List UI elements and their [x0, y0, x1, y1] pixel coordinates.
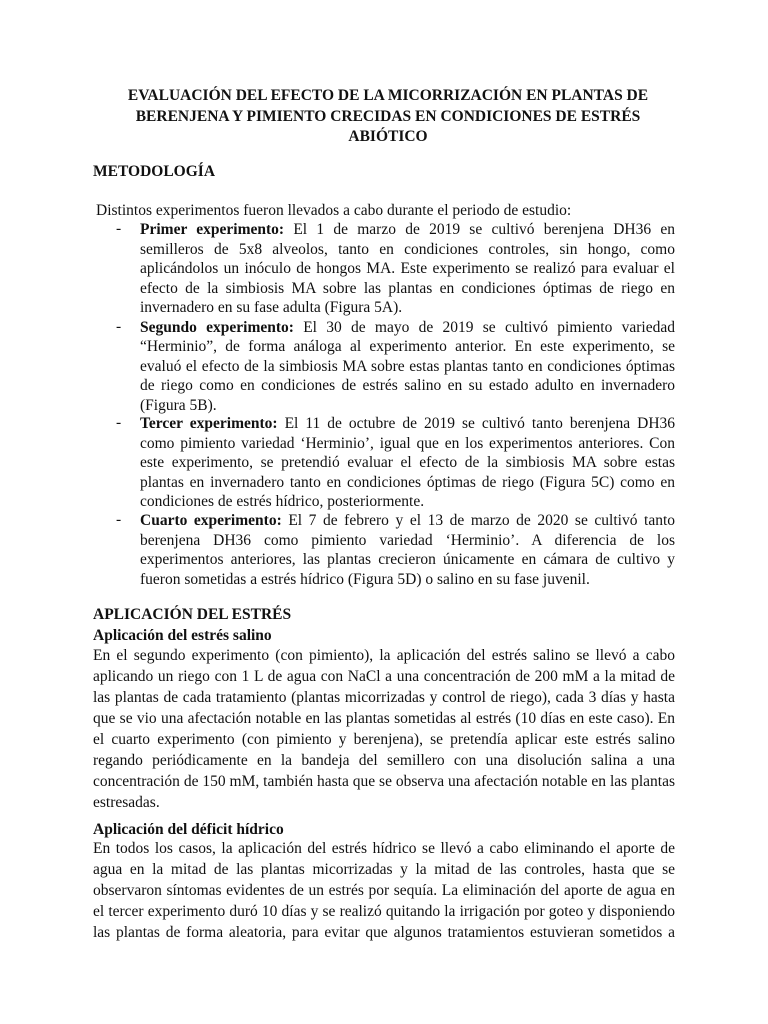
list-line: este experimento, se pretendió evaluar el efecto de la simbiosis MA sobre estas: [140, 454, 675, 471]
experiment-label: Primer experimento:: [140, 221, 285, 238]
paragraph-line: observaron síntomas evidentes de un estrés por sequía. La eliminación del aporte de agua en: [93, 882, 675, 899]
paragraph-line: el tercer experimento duró 10 días y se realizó quitando la irrigación por goteo y disponiendo: [93, 903, 675, 920]
list-line: condiciones de estrés hídrico, posteriormente.: [140, 493, 425, 510]
list-line: (Figura 5B).: [140, 396, 217, 414]
list-line: “Herminio”, de forma análoga al experimento anterior. En este experimento, se: [140, 338, 675, 355]
paragraph-line: las plantas de forma aleatoria, para evitar que algunos tratamientos estuvieran sometidos a: [93, 924, 675, 941]
paragraph-line: En el segundo experimento (con pimiento), la aplicación del estrés salino se llevó a cabo: [93, 647, 675, 664]
list-line: [140, 220, 675, 240]
experiment-label: Tercer experimento:: [140, 415, 278, 432]
list-line: [140, 511, 675, 531]
paragraph-line: regando periódicamente en la bandeja del semillero con una disolución salina a una: [93, 752, 675, 769]
paragraph-line: aplicando un riego con 1 L de agua con NaCl a una concentración de 200 mM a la mitad de: [93, 668, 675, 685]
experiment-text: El 7 de febrero y el 13 de marzo de 2020 se cultivó tanto: [288, 512, 676, 529]
list-line: aplicándolos un inóculo de hongos MA. Este experimento se realizó para evaluar el: [140, 260, 675, 277]
intro-sentence: Distintos experimentos fueron llevados a cabo durante el periodo de estudio:: [96, 202, 572, 219]
paragraph-line: En todos los casos, la aplicación del estrés hídrico se llevó a cabo eliminando el aporte de: [93, 840, 675, 857]
list-line: semilleros de 5x8 alveolos, tanto en condiciones controles, sin hongo, como: [140, 240, 675, 258]
list-line: [140, 414, 675, 434]
experiment-label: Cuarto experimento:: [140, 512, 282, 529]
metodologia-heading: METODOLOGÍA: [93, 163, 216, 180]
hidrico-heading: Aplicación del déficit hídrico: [93, 821, 284, 838]
title-line: EVALUACIÓN DEL EFECTO DE LA MICORRIZACIÓN EN PLANTAS DE: [127, 87, 649, 104]
list-line: berenjena DH36 como pimiento variedad ‘Herminio’. A diferencia de los: [140, 531, 675, 549]
paragraph-line: que se vio una afectación notable en las plantas sometidas al estrés (10 días en este caso). En: [93, 710, 675, 727]
list-line: experimentos anteriores, las plantas crecieron únicamente en cámara de cultivo y: [140, 551, 675, 568]
list-line: de riego como en condiciones de estrés salino en su estado adulto en invernadero: [140, 377, 675, 394]
experiment-text: El 1 de marzo de 2019 se cultivó berenjena DH36 en: [293, 221, 675, 238]
salino-heading: Aplicación del estrés salino: [93, 627, 272, 644]
paragraph-line: el cuarto experimento (con pimiento y berenjena), se pretendía aplicar este estrés salino: [93, 731, 675, 748]
experiment-text: El 11 de octubre de 2019 se cultivó tanto berenjena DH36: [284, 415, 676, 432]
paragraph-line: concentración de 150 mM, también hasta que se observa una afectación notable en las plantas: [93, 773, 675, 790]
list-line: invernadero en su fase adulta (Figura 5A).: [140, 299, 403, 316]
list-line: plantas en invernadero tanto en condiciones óptimas de riego (Figura 5C) como en: [140, 473, 675, 491]
bullet-dash: -: [116, 317, 122, 335]
bullet-dash: -: [116, 220, 122, 237]
list-line: efecto de la simbiosis MA sobre las plantas en condiciones óptimas de riego en: [140, 279, 675, 297]
paragraph-line: las plantas de cada tratamiento (plantas micorrizadas y control de riego), cada 3 días y hasta: [93, 689, 675, 706]
document-title: [110, 86, 666, 148]
experiment-label: Segundo experimento:: [140, 318, 294, 336]
list-line: [140, 318, 675, 338]
aplicacion-heading: APLICACIÓN DEL ESTRÉS: [93, 606, 292, 623]
bullet-dash: -: [116, 414, 122, 431]
list-line: evaluó el efecto de la simbiosis MA sobre estas plantas tanto en condiciones óptimas: [140, 357, 675, 375]
bullet-dash: -: [116, 511, 122, 528]
paragraph-line: estresadas.: [93, 794, 160, 811]
title-line: BERENJENA Y PIMIENTO CRECIDAS EN CONDICIONES DE ESTRÉS: [135, 107, 641, 125]
list-line: como pimiento variedad ‘Herminio’, igual que en los experimentos anteriores. Con: [140, 434, 675, 452]
title-line: ABIÓTICO: [348, 128, 428, 145]
experiment-text: El 30 de mayo de 2019 se cultivó pimiento variedad: [303, 318, 675, 336]
paragraph-line: agua en la mitad de las plantas micorrizadas y la mitad de las controles, hasta que se: [93, 861, 675, 878]
list-line: fueron sometidas a estrés hídrico (Figura 5D) o salino en su fase juvenil.: [140, 570, 590, 588]
